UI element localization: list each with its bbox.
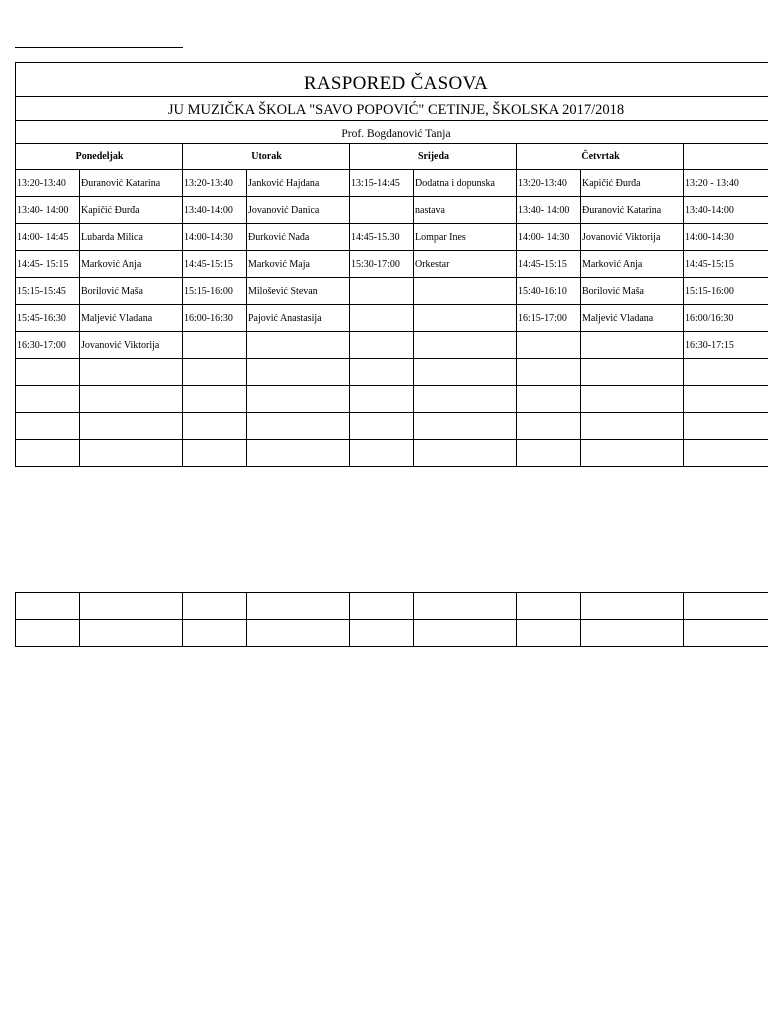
time-cell — [350, 278, 414, 305]
time-cell — [183, 386, 247, 413]
time-cell: 16:00/16:30 — [684, 305, 768, 332]
time-cell: 14:45- 15:15 — [16, 251, 80, 278]
student-cell — [414, 278, 517, 305]
time-cell: 14:00- 14:45 — [16, 224, 80, 251]
empty-cell — [247, 593, 350, 620]
day-header — [684, 144, 768, 170]
student-cell: Đuranović Katarina — [581, 197, 684, 224]
student-cell: Pajović Anastasija — [247, 305, 350, 332]
time-cell — [16, 386, 80, 413]
empty-cell — [581, 620, 684, 647]
time-cell — [517, 386, 581, 413]
student-cell — [414, 359, 517, 386]
time-cell: 15:15-16:00 — [183, 278, 247, 305]
time-cell — [16, 440, 80, 467]
student-cell: Janković Hajdana — [247, 170, 350, 197]
student-cell — [247, 359, 350, 386]
student-cell: Jovanović Danica — [247, 197, 350, 224]
table-row — [16, 224, 768, 251]
time-cell — [183, 332, 247, 359]
student-cell — [414, 332, 517, 359]
time-cell: 13:40- 14:00 — [517, 197, 581, 224]
time-cell: 15:15-16:00 — [684, 278, 768, 305]
time-cell: 16:30-17:15 — [684, 332, 768, 359]
empty-cell — [350, 620, 414, 647]
time-cell: 16:30-17:00 — [16, 332, 80, 359]
time-cell — [350, 197, 414, 224]
empty-cell — [517, 593, 581, 620]
time-cell — [517, 359, 581, 386]
time-cell: 13:15-14:45 — [350, 170, 414, 197]
empty-cell — [16, 620, 80, 647]
school-subtitle: JU MUZIČKA ŠKOLA "SAVO POPOVIĆ" CETINJE, ŠKOLSKA 2017/2018 — [15, 96, 768, 120]
student-cell — [247, 440, 350, 467]
empty-cell — [80, 620, 183, 647]
student-cell: Kapičić Đurđa — [80, 197, 183, 224]
student-cell: Maljević Vladana — [80, 305, 183, 332]
day-header: Četvrtak — [517, 144, 684, 170]
time-cell — [183, 413, 247, 440]
student-cell: Milošević Stevan — [247, 278, 350, 305]
time-cell — [517, 440, 581, 467]
time-cell — [684, 386, 768, 413]
student-cell: Marković Maja — [247, 251, 350, 278]
table-row — [16, 332, 768, 359]
time-cell: 14:45-15.30 — [350, 224, 414, 251]
empty-cell — [414, 620, 517, 647]
time-cell: 13:40-14:00 — [684, 197, 768, 224]
empty-cell — [581, 593, 684, 620]
student-cell — [414, 413, 517, 440]
student-cell: Orkestar — [414, 251, 517, 278]
student-cell: Maljević Vladana — [581, 305, 684, 332]
empty-cell — [350, 593, 414, 620]
professor-name: Prof. Bogdanović Tanja — [15, 120, 768, 143]
table-row — [16, 305, 768, 332]
top-rule — [15, 47, 183, 48]
table-row — [16, 251, 768, 278]
time-cell: 14:00-14:30 — [183, 224, 247, 251]
student-cell: Borilović Maša — [80, 278, 183, 305]
student-cell: Đuranović Katarina — [80, 170, 183, 197]
student-cell: nastava — [414, 197, 517, 224]
schedule-table — [15, 143, 768, 467]
time-cell: 14:00- 14:30 — [517, 224, 581, 251]
empty-cell — [16, 593, 80, 620]
student-cell: Đurković Nađa — [247, 224, 350, 251]
time-cell — [350, 413, 414, 440]
time-cell — [183, 359, 247, 386]
student-cell: Lubarda Milica — [80, 224, 183, 251]
time-cell: 14:45-15:15 — [517, 251, 581, 278]
table-row — [16, 386, 768, 413]
student-cell — [247, 386, 350, 413]
student-cell: Jovanović Viktorija — [80, 332, 183, 359]
student-cell — [581, 332, 684, 359]
time-cell: 13:40- 14:00 — [16, 197, 80, 224]
time-cell — [517, 413, 581, 440]
time-cell — [350, 440, 414, 467]
student-cell: Marković Anja — [80, 251, 183, 278]
student-cell — [80, 440, 183, 467]
empty-cell — [684, 593, 768, 620]
empty-cell — [684, 620, 768, 647]
time-cell — [350, 386, 414, 413]
student-cell — [247, 332, 350, 359]
empty-cell — [183, 620, 247, 647]
student-cell — [581, 359, 684, 386]
student-cell — [414, 305, 517, 332]
table-row — [16, 620, 768, 647]
time-cell: 13:20-13:40 — [183, 170, 247, 197]
empty-cell — [414, 593, 517, 620]
student-cell — [80, 386, 183, 413]
student-cell: Marković Anja — [581, 251, 684, 278]
table-row — [16, 440, 768, 467]
student-cell — [414, 440, 517, 467]
time-cell — [350, 332, 414, 359]
student-cell: Lompar Ines — [414, 224, 517, 251]
student-cell: Dodatna i dopunska — [414, 170, 517, 197]
student-cell: Borilović Maša — [581, 278, 684, 305]
time-cell: 14:45-15:15 — [684, 251, 768, 278]
time-cell — [684, 413, 768, 440]
table-row — [16, 278, 768, 305]
time-cell — [16, 359, 80, 386]
table-row — [16, 197, 768, 224]
day-header: Utorak — [183, 144, 350, 170]
student-cell — [414, 386, 517, 413]
day-header: Ponedeljak — [16, 144, 183, 170]
page-title: RASPORED ČASOVA — [15, 62, 768, 96]
empty-cell — [247, 620, 350, 647]
time-cell: 13:20-13:40 — [517, 170, 581, 197]
time-cell: 15:30-17:00 — [350, 251, 414, 278]
student-cell — [581, 413, 684, 440]
time-cell — [517, 332, 581, 359]
empty-cell — [80, 593, 183, 620]
table-row — [16, 593, 768, 620]
time-cell: 13:20 - 13:40 — [684, 170, 768, 197]
time-cell: 15:40-16:10 — [517, 278, 581, 305]
time-cell: 13:20-13:40 — [16, 170, 80, 197]
time-cell — [350, 359, 414, 386]
time-cell: 14:00-14:30 — [684, 224, 768, 251]
table-row — [16, 359, 768, 386]
lower-empty-table — [15, 592, 768, 647]
day-header: Srijeda — [350, 144, 517, 170]
table-row — [16, 413, 768, 440]
time-cell — [183, 440, 247, 467]
day-header-row — [16, 144, 768, 170]
student-cell — [581, 440, 684, 467]
empty-cell — [517, 620, 581, 647]
time-cell — [16, 413, 80, 440]
time-cell: 16:15-17:00 — [517, 305, 581, 332]
student-cell — [247, 413, 350, 440]
empty-cell — [183, 593, 247, 620]
student-cell — [581, 386, 684, 413]
time-cell — [684, 440, 768, 467]
student-cell — [80, 359, 183, 386]
time-cell: 14:45-15:15 — [183, 251, 247, 278]
time-cell — [350, 305, 414, 332]
time-cell: 15:15-15:45 — [16, 278, 80, 305]
time-cell: 16:00-16:30 — [183, 305, 247, 332]
time-cell: 15:45-16:30 — [16, 305, 80, 332]
table-row — [16, 170, 768, 197]
time-cell — [684, 359, 768, 386]
student-cell — [80, 413, 183, 440]
student-cell: Kapičić Đurđa — [581, 170, 684, 197]
time-cell: 13:40-14:00 — [183, 197, 247, 224]
student-cell: Jovanović Viktorija — [581, 224, 684, 251]
